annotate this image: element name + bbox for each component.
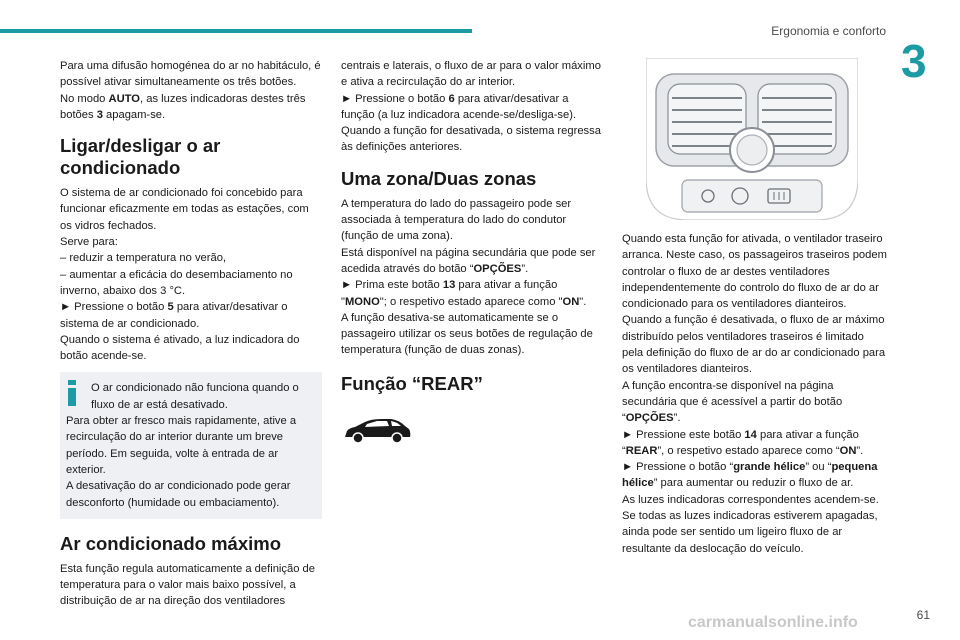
text: Está disponível na página secundária que pode ser acedida através do botão “ [341,246,596,275]
text: ”. [673,412,681,425]
list-item: – aumentar a eficácia do desembaciamento no inverno, abaixo dos 3 °C. [60,268,293,297]
paragraph: Quando a função for desativada, o sistema regressa às definições anteriores. [341,125,601,154]
paragraph [622,427,888,460]
button-number: 13 [442,279,456,292]
paragraph: Para uma difusão homogénea do ar no habitáculo, é possível ativar simultaneamente os três botões. [60,60,321,89]
paragraph: Esta função regula automaticamente a definição de temperatura para o valor mais baixo possível, a distribuição de ar na direção dos ventiladores [60,562,315,608]
paragraph: O sistema de ar condicionado foi concebido para funcionar eficazmente em todas as estações, com os vidros fechados. [60,187,309,232]
text: para ativar a função “ [622,428,859,457]
paragraph: A temperatura do lado do passageiro pode ser associada à temperatura do lado do condutor (função de uma zona). [341,197,572,243]
keyword: REAR [625,444,658,457]
text: apagam-se. [102,108,166,121]
button-number: 3 [96,108,103,121]
paragraph: A função desativa-se automaticamente se o passageiro utilizar os seus botões de regulação de temperatura (função de duas zonas). [341,311,593,357]
note-text: A desativação do ar condicionado pode gerar desconforto (humidade ou embaciamento). [66,480,291,509]
paragraph: As luzes indicadoras correspondentes acendem-se. Se todas as luzes indicadoras estiverem apagadas, ainda pode ser sentido um ligeiro fluxo de ar resultante da deslocação do veículo. [622,493,879,555]
text: ". [579,295,587,308]
paragraph [341,245,605,278]
paragraph [341,277,605,310]
text: , as luzes indicadoras destes três botões [60,92,306,121]
heading-rear: Função “REAR” [341,372,483,394]
text: "; o respetivo estado aparece como " [379,295,563,308]
car-icon [341,415,413,445]
text: A função encontra-se disponível na página secundária que é acessível a partir do botão “ [622,379,843,425]
info-note-box [60,372,322,518]
paragraph: Quando o sistema é ativado, a luz indicadora do botão acende-se. [60,333,300,363]
header-accent-bar [0,29,472,33]
note-text: Para obter ar fresco mais rapidamente, ative a recirculação do ar interior durante um breve período. Em seguida, volte à entrada de ar exterior. [66,415,297,476]
button-number: 14 [744,428,757,441]
keyword: AUTO [108,92,141,105]
heading-zones: Uma zona/Duas zonas [341,167,537,189]
keyword: ON [839,444,857,457]
heading-ac-toggle: Ligar/desligar o ar condicionado [60,135,221,179]
button-number: 6 [448,92,455,105]
column-3 [622,231,888,557]
text: ► Pressione o botão [341,92,449,105]
note-text: O ar condicionado não funciona quando o fluxo de ar está desativado. [91,382,299,411]
text: ”. [856,444,864,457]
keyword: OPÇÕES [473,262,522,275]
column-1 [60,58,322,610]
page-number: 61 [916,608,930,622]
watermark: carmanualsonline.info [688,614,858,631]
text: ” ou “ [805,461,832,474]
keyword: ON [562,295,580,308]
paragraph: centrais e laterais, o fluxo de ar para o valor máximo e ativa a recirculação do ar interior. [341,60,601,89]
keyword: MONO [344,295,380,308]
text: ”, o respetivo estado aparece como “ [657,444,840,457]
text: ► Pressione o botão [60,301,168,314]
rear-vent-illustration [646,58,858,220]
keyword: OPÇÕES [625,412,674,425]
text: ► Pressione este botão [622,428,745,441]
list-item: – reduzir a temperatura no verão, [60,252,227,265]
column-2 [341,58,605,450]
text: No modo [60,92,109,105]
paragraph: Quando esta função for ativada, o ventilador traseiro arranca. Neste caso, os passageiros traseiros podem controlar o fluxo de ar destes ventiladores independentemente do controlo do fluxo de ar do ar condicionado para os ventiladores dianteiros. [622,233,887,311]
chapter-number: 3 [901,35,927,87]
text: ► Prima este botão [341,279,443,292]
section-title: Ergonomia e conforto [771,24,886,38]
button-number: 5 [167,301,174,314]
text: ► Pressione o botão “ [622,461,734,474]
paragraph: Serve para: [60,236,118,249]
text: para ativar/desativar a função (a luz indicadora acende-se/desliga-se). [341,92,577,121]
paragraph [341,91,605,124]
text: para ativar/desativar o sistema de ar condicionado. [60,301,288,330]
keyword: pequena hélice [622,461,878,490]
text: para ativar a função " [341,279,558,308]
text: ” para aumentar ou reduzir o fluxo de ar. [653,477,854,490]
paragraph [60,299,322,332]
text: ”. [521,262,529,275]
paragraph [622,459,888,492]
paragraph [622,378,888,427]
keyword: grande hélice [733,461,806,474]
paragraph [60,91,322,124]
paragraph: Quando a função é desativada, o fluxo de ar máximo distribuído pelos ventiladores traseiros é limitado pela definição do fluxo de ar do ar condicionado para os ventiladores dianteiros. [622,314,886,376]
info-icon [66,380,78,406]
heading-max-ac: Ar condicionado máximo [60,532,282,554]
